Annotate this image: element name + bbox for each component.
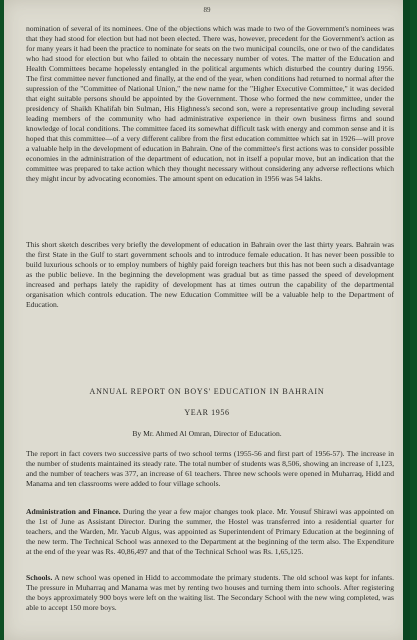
report-byline: By Mr. Ahmed Al Omran, Director of Education.: [132, 429, 282, 438]
report-year: YEAR 1956: [184, 408, 230, 417]
paragraph-report-overview: The report in fact covers two successive parts of two school terms (1955-56 and first part of 1956-57). The increase in the number of students maintained its steady rate. The total number of students was 8,506, showing an increase of 1,123, and the number of teachers was 377, an increase of 61 teachers. Three new schools were opened in Muharraq, Hidd and Manama and ten classrooms were added to four village schools.: [26, 449, 394, 488]
paragraph-committee: nomination of several of its nominees. One of the objections which was made to two of the Government's nominees was that they had stood for election but had not been elected. There was, however, precedent for the Government's action as for many years it had been the practice to nominate for seats on the two municipal councils, one or two of the candidates who had stood for election but who failed to obtain the necessary number of votes. The matter of the Education and Health Committees became hopelessly entangled in the political arguments which disturbed the country during 1956. The first committee never functioned and finally, at the end of the year, when conditions had returned to normal after the supression of the "Committee of National Union," the new name for the "Higher Executive Committee," it was decided that eight suitable persons should be appointed by the Government. Those who formed the new committee, under the presidency of Shaikh Khalifah bin Sulman, His Highness's second son, were a representative group including several leading members of the community who had administrative experience in their own business firms and sound knowledge of local conditions. The committee faced its somewhat difficult task with energy and common sense and it is hoped that this committee—of a very different calibre from the first education committee which sat in 1926—will prove a valuable help in the development of education in Bahrain. One of the committee's first actions was to consider possible economies in the administration of the department of education, not in itself a popular move, but an indication that the committee was prepared to take action which they thought necessary without considering any adverse reflections which they might incur by advocating economies. The amount spent on education in 1956 was 54 lakhs.: [26, 24, 394, 183]
document-page: [4, 0, 410, 640]
schools-body: A new school was opened in Hidd to accommodate the primary students. The old school was kept for infants. The pressure in Muharraq and Manama was met by renting two houses and turning them into schools. After registering the boys approximately 900 boys were left on the waiting list. The Secondary School with the new wing completed, was able to accept 150 more boys.: [26, 573, 394, 612]
paragraph-summary: This short sketch describes very briefly the development of education in Bahrain over the last thirty years. Bahrain was the first State in the Gulf to start government schools and to introduce female education. It has never been possible to build luxurious schools or to employ numbers of highly paid foreign teachers but this has not been such a disadvantage as the public believe. In the beginning the development was gradual but as time passed the speed of development increased and perhaps lately the rapidity of development has at times outrun the capability of the departmental organisation which controls education. The new Education Committee will be a valuable help to the Department of Education.: [26, 240, 394, 309]
paragraph-administration: [26, 507, 394, 557]
page-edge: [403, 0, 410, 640]
administration-heading: Administration and Finance.: [26, 507, 121, 516]
paragraph-schools: [26, 573, 394, 613]
report-title: ANNUAL REPORT ON BOYS' EDUCATION IN BAHRAIN: [89, 387, 325, 396]
page-number: 89: [203, 6, 211, 14]
administration-body: During the year a few major changes took place. Mr. Yousuf Shirawi was appointed on the 1st of June as Assistant Director. During the summer, the Hostel was transferred into a residential quarter for teachers, and the Warden, Mr. Yacub Algus, was appointed as Superintendent of Primary Education at the beginning of the new term. The Technical School was annexed to the Department at the beginning of the term also. The Expenditure at the end of the year was Rs. 40,86,497 and that of the Technical School was Rs. 1,65,125.: [26, 507, 394, 556]
schools-heading: Schools.: [26, 573, 53, 582]
